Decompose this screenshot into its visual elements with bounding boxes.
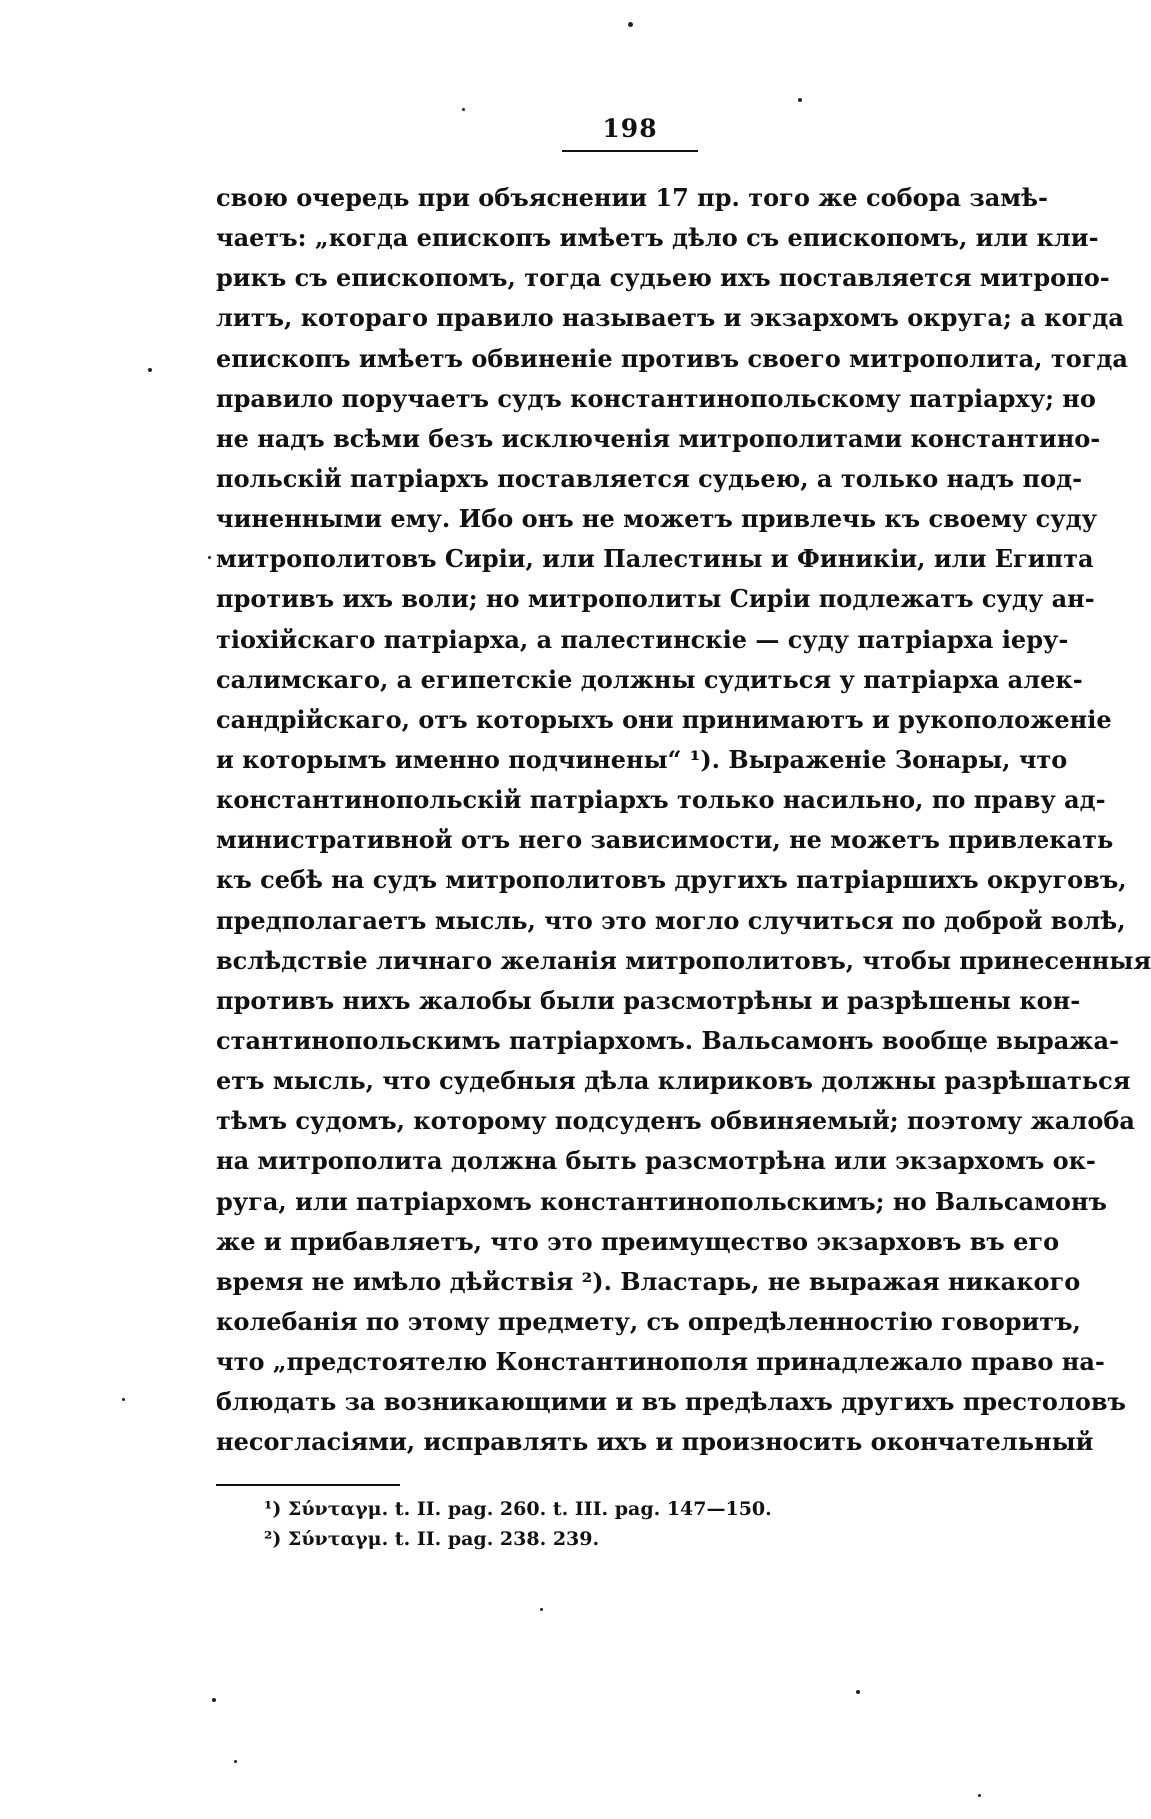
scan-speck <box>122 1398 125 1401</box>
scan-speck <box>234 1760 237 1763</box>
text-line: вслѣдствіе личнаго желанія митрополитовъ, чтобы принесенныя <box>216 945 1151 975</box>
text-line: етъ мысль, что судебныя дѣла клириковъ должны разрѣшаться <box>216 1066 1131 1096</box>
text-line: рикъ съ епископомъ, тогда судьею ихъ поставляется митропо- <box>216 263 1110 293</box>
scan-speck <box>540 1608 543 1611</box>
scan-speck <box>628 22 633 27</box>
text-line: стантинопольскимъ патріархомъ. Вальсамонъ вообще выража- <box>216 1025 1119 1055</box>
scan-speck <box>462 108 465 111</box>
text-line: предполагаетъ мысль, что это могло случиться по доброй волѣ, <box>216 905 1126 935</box>
text-line: чаетъ: „когда епископъ имѣетъ дѣло съ епископомъ, или кли- <box>216 223 1099 253</box>
text-line: правило поручаетъ судъ константинопольскому патріарху; но <box>216 383 1096 413</box>
text-line: не надъ всѣми безъ исключенія митрополитами константино- <box>216 423 1101 453</box>
text-line: что „предстоятелю Константинополя принадлежало право на- <box>216 1347 1105 1377</box>
text-line: несогласіями, исправлять ихъ и произносить окончательный <box>216 1427 1094 1457</box>
text-line: тѣмъ судомъ, которому подсуденъ обвиняемый; поэтому жалоба <box>216 1106 1135 1136</box>
text-line: салимскаго, а египетскіе должны судиться у патріарха алек- <box>216 664 1083 694</box>
text-line: сандрійскаго, отъ которыхъ они принимаютъ и рукоположеніе <box>216 704 1112 734</box>
scan-speck <box>212 1698 216 1702</box>
text-line: руга, или патріархомъ константинопольскимъ; но Вальсамонъ <box>216 1186 1107 1216</box>
text-line: же и прибавляетъ, что это преимущество экзарховъ въ его <box>216 1226 1060 1256</box>
text-line: епископъ имѣетъ обвиненіе противъ своего митрополита, тогда <box>216 343 1128 373</box>
footnotes <box>264 1494 964 1554</box>
text-line: министративной отъ него зависимости, не можетъ привлекать <box>216 825 1114 855</box>
text-line: свою очередь при объяснении 17 пр. того же собора замѣ- <box>216 183 1048 212</box>
scan-speck <box>148 368 152 372</box>
footnote: ¹) Σύνταγμ. t. II. pag. 260. t. III. pag. 147—150. <box>264 1498 772 1520</box>
text-line: тіохійскаго патріарха, а палестинскіе — суду патріарха іеру- <box>216 624 1069 654</box>
footnote: ²) Σύνταγμ. t. II. pag. 238. 239. <box>264 1528 600 1550</box>
text-line: и которымъ именно подчинены“ ¹). Выраженіе Зонары, что <box>216 744 1068 774</box>
scan-speck <box>798 98 802 102</box>
text-line: противъ нихъ жалобы были разсмотрѣны и разрѣшены кон- <box>216 985 1081 1015</box>
scan-speck <box>978 1794 981 1797</box>
text-line: колебанія по этому предмету, съ опредѣленностію говоритъ, <box>216 1306 1081 1336</box>
text-line: чиненными ему. Ибо онъ не можетъ привлечь къ своему суду <box>216 504 1097 534</box>
body-text <box>216 178 1151 1463</box>
text-line: противъ ихъ воли; но митрополиты Сиріи подлежатъ суду ан- <box>216 584 1095 614</box>
scan-speck <box>856 1690 860 1694</box>
text-line: литъ, котораго правило называетъ и экзархомъ округа; а когда <box>216 303 1124 333</box>
text-line: къ себѣ на судъ митрополитовъ другихъ патріаршихъ округовъ, <box>216 865 1127 895</box>
page-number: 198 <box>602 114 658 143</box>
text-line: на митрополита должна быть разсмотрѣна или экзархомъ ок- <box>216 1146 1096 1176</box>
text-line: константинопольскій патріархъ только насильно, по праву ад- <box>216 785 1106 815</box>
footnote-rule <box>216 1484 400 1486</box>
text-line: блюдать за возникающими и въ предѣлахъ другихъ престоловъ <box>216 1387 1126 1417</box>
scan-speck <box>208 556 211 559</box>
text-line: митрополитовъ Сиріи, или Палестины и Финикіи, или Египта <box>216 544 1094 574</box>
page-number-rule <box>562 150 698 152</box>
text-line: время не имѣло дѣйствія ²). Властарь, не выражая никакого <box>216 1266 1081 1296</box>
text-line: польскій патріархъ поставляется судьею, а только надъ под- <box>216 463 1083 493</box>
